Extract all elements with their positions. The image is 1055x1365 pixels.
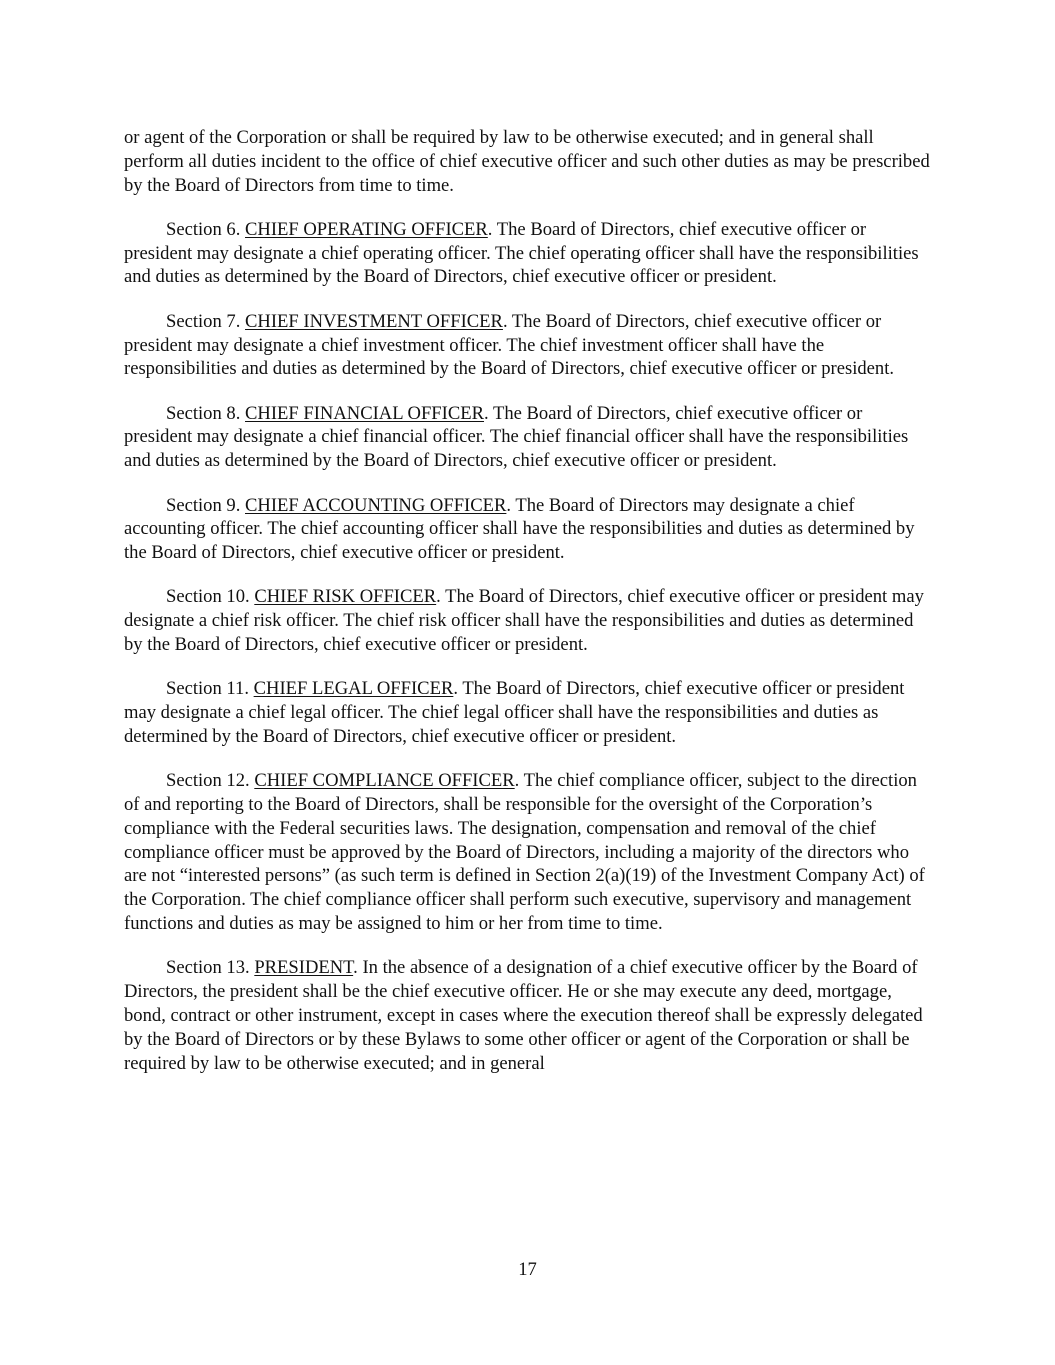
- section-11-paragraph: [124, 677, 934, 748]
- page-number: 17: [518, 1259, 537, 1280]
- section-13-number: Section 13.: [166, 957, 255, 979]
- section-12-heading: CHIEF COMPLIANCE OFFICER: [254, 770, 515, 792]
- section-10-paragraph: [124, 585, 934, 656]
- section-11-heading: CHIEF LEGAL OFFICER: [253, 678, 454, 700]
- section-7-number: Section 7.: [166, 310, 246, 332]
- section-8-heading: CHIEF FINANCIAL OFFICER: [245, 402, 485, 424]
- document-body: [124, 126, 934, 1096]
- section-6-heading: CHIEF OPERATING OFFICER: [245, 218, 488, 240]
- section-13-text: . In the absence of a designation of a chief executive officer by the Board of Directors, the president shall be the chief executive officer. He or she may execute any deed, mortgage, bond, contract or other instrument, except in cases where the execution thereof shall be expressly delegated by the Board of Directors or by these Bylaws to some other officer or agent of the Corporation or shall be required by law to be otherwise executed; and in general: [124, 957, 923, 1074]
- section-7-text: . The Board of Directors, chief executive officer or president may designate a chief investment officer. The chief investment officer shall have the responsibilities and duties as determined by the Board of Directors, chief executive officer or president.: [124, 310, 895, 380]
- section-12-number: Section 12.: [166, 770, 255, 792]
- section-7-paragraph: [124, 310, 934, 381]
- section-6-text: . The Board of Directors, chief executive officer or president may designate a chief operating officer. The chief operating officer shall have the responsibilities and duties as determined by the Board of Directors, chief executive officer or president.: [124, 218, 919, 288]
- section-7-heading: CHIEF INVESTMENT OFFICER: [245, 310, 503, 332]
- section-8-text: . The Board of Directors, chief executive officer or president may designate a chief financial officer. The chief financial officer shall have the responsibilities and duties as determined by the Board of Directors, chief executive officer or president.: [124, 402, 909, 472]
- section-12-paragraph: [124, 769, 934, 936]
- section-11-text: . The Board of Directors, chief executive officer or president may designate a chief legal officer. The chief legal officer shall have the responsibilities and duties as determined by the Board of Directors, chief executive officer or president.: [124, 678, 905, 747]
- section-6-paragraph: [124, 218, 934, 289]
- section-13-heading: PRESIDENT: [254, 957, 354, 979]
- section-6-number: Section 6.: [166, 218, 246, 240]
- section-11-number: Section 11.: [166, 678, 254, 700]
- section-10-text: . The Board of Directors, chief executive officer or president may designate a chief risk officer. The chief risk officer shall have the responsibilities and duties as determined by the Board of Directors, chief executive officer or president.: [124, 586, 924, 656]
- section-8-number: Section 8.: [166, 402, 246, 424]
- section-8-paragraph: [124, 402, 934, 473]
- continuation-paragraph: or agent of the Corporation or shall be required by law to be otherwise executed; and in general shall perform all duties incident to the office of chief executive officer and such other duties as may be prescribed by the Board of Directors from time to time.: [124, 127, 930, 196]
- section-12-text: . The chief compliance officer, subject to the direction of and reporting to the Board of Directors, shall be responsible for the oversight of the Corporation’s compliance with the Federal securities laws. The designation, compensation and removal of the chief compliance officer must be approved by the Board of Directors, including a majority of the directors who are not “interested persons” (as such term is defined in Section 2(a)(19) of the Investment Company Act) of the Corporation. The chief compliance officer shall perform such executive, supervisory and management functions and duties as may be assigned to him or her from time to time.: [124, 770, 925, 935]
- section-10-number: Section 10.: [166, 586, 255, 608]
- section-9-paragraph: [124, 494, 934, 565]
- section-9-number: Section 9.: [166, 494, 246, 516]
- section-9-text: . The Board of Directors may designate a chief accounting officer. The chief accounting officer shall have the responsibilities and duties as determined by the Board of Directors, chief executive officer or president.: [124, 494, 915, 564]
- section-13-paragraph: [124, 956, 934, 1075]
- section-9-heading: CHIEF ACCOUNTING OFFICER: [245, 494, 507, 516]
- section-10-heading: CHIEF RISK OFFICER: [254, 586, 437, 608]
